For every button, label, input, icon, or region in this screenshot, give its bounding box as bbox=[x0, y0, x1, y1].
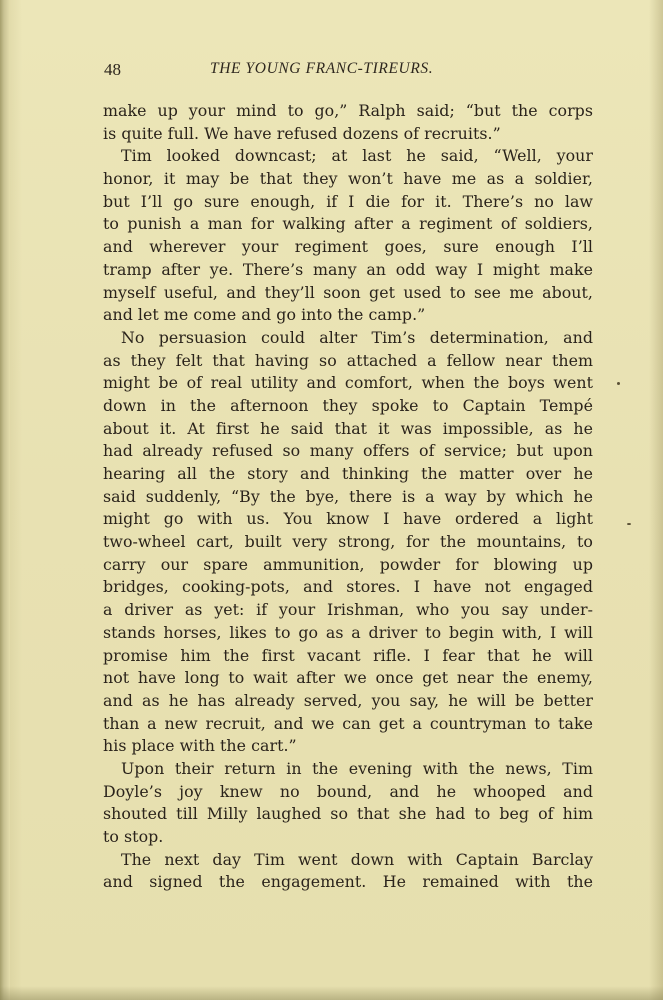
paper-speck bbox=[617, 382, 620, 385]
text-line: had already refused so many offers of service; but upon bbox=[103, 441, 593, 461]
paper-speck bbox=[627, 523, 631, 525]
text-line: No persuasion could alter Tim’s determination, and bbox=[121, 327, 593, 347]
page-right-edge bbox=[649, 0, 663, 1000]
text-line: Doyle’s joy knew no bound, and he whooped and bbox=[103, 781, 593, 801]
page-bottom-edge bbox=[0, 986, 663, 1000]
text-line: promise him the first vacant rifle. I fear that he will bbox=[103, 645, 593, 665]
text-line: down in the afternoon they spoke to Captain Tempé bbox=[103, 395, 593, 415]
text-line: hearing all the story and thinking the matter over he bbox=[103, 464, 593, 483]
text-line: than a new recruit, and we can get a countryman to take bbox=[103, 713, 593, 733]
text-line: is quite full. We have refused dozens of recruits.” bbox=[103, 123, 501, 143]
body-text bbox=[103, 100, 593, 894]
running-head: THE YOUNG FRANC-TIREURS. bbox=[210, 60, 434, 77]
text-line: and signed the engagement. He remained with the bbox=[103, 872, 593, 892]
text-line: might go with us. You know I have ordered a light bbox=[103, 509, 593, 529]
text-line: shouted till Milly laughed so that she had to beg of him bbox=[103, 804, 593, 824]
text-line: to punish a man for walking after a regiment of soldiers, bbox=[103, 214, 593, 234]
text-line: tramp after ye. There’s many an odd way I might make bbox=[103, 259, 593, 279]
text-line: The next day Tim went down with Captain Barclay bbox=[121, 849, 593, 869]
text-line: make up your mind to go,” Ralph said; “but the corps bbox=[103, 101, 593, 120]
text-line: and let me come and go into the camp.” bbox=[103, 305, 426, 325]
text-line: carry our spare ammunition, powder for blowing up bbox=[103, 554, 593, 574]
text-line: honor, it may be that they won’t have me as a soldier, bbox=[103, 169, 593, 189]
text-line: as they felt that having so attached a fellow near them bbox=[103, 350, 593, 370]
text-line: might be of real utility and comfort, when the boys went bbox=[103, 373, 593, 393]
text-line: about it. At first he said that it was impossible, as he bbox=[103, 418, 593, 438]
text-line: Tim looked downcast; at last he said, “Well, your bbox=[121, 146, 593, 166]
text-line: but I’ll go sure enough, if I die for it. There’s no law bbox=[103, 191, 593, 211]
binding-edge bbox=[0, 0, 10, 1000]
page-number: 48 bbox=[104, 60, 121, 79]
text-line: his place with the cart.” bbox=[103, 736, 297, 756]
text-line: Upon their return in the evening with the news, Tim bbox=[121, 758, 593, 778]
page-header bbox=[104, 60, 594, 82]
text-line: said suddenly, “By the bye, there is a way by which he bbox=[103, 486, 593, 506]
text-line: not have long to wait after we once get near the enemy, bbox=[103, 668, 593, 688]
text-line: to stop. bbox=[103, 827, 164, 846]
text-line: stands horses, likes to go as a driver to begin with, I will bbox=[103, 622, 593, 642]
text-line: and as he has already served, you say, he will be better bbox=[103, 690, 593, 710]
text-line: a driver as yet: if your Irishman, who you say under- bbox=[103, 600, 593, 620]
text-line: myself useful, and they’ll soon get used to see me about, bbox=[103, 282, 593, 302]
text-line: two-wheel cart, built very strong, for the mountains, to bbox=[103, 532, 593, 552]
text-line: and wherever your regiment goes, sure enough I’ll bbox=[103, 237, 593, 257]
text-line: bridges, cooking-pots, and stores. I have not engaged bbox=[103, 577, 593, 597]
